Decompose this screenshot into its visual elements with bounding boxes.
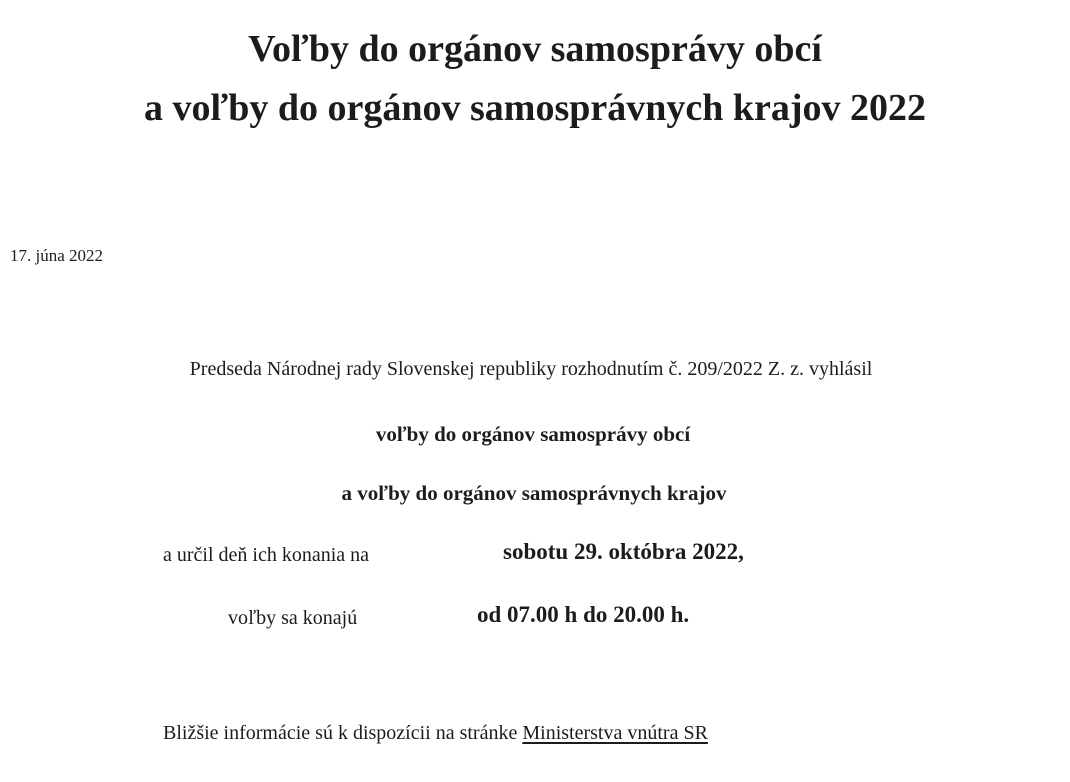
election-day-label: a určil deň ich konania na: [163, 544, 370, 566]
more-info-paragraph: [163, 718, 708, 748]
announcement-text: Predseda Národnej rady Slovenskej republiky rozhodnutím č. 209/2022 Z. z. vyhlásil: [189, 358, 873, 380]
page-title-line-1: Voľby do orgánov samosprávy obcí: [248, 28, 822, 70]
election-day-value: sobotu 29. októbra 2022,: [503, 539, 744, 564]
hours-label: voľby sa konajú: [228, 607, 358, 629]
page-title-line-2: a voľby do orgánov samosprávnych krajov 2022: [143, 87, 927, 129]
publication-date: 17. júna 2022: [10, 246, 104, 265]
hours-value: od 07.00 h do 20.00 h.: [477, 602, 690, 627]
ministry-link[interactable]: Ministerstva vnútra SR: [522, 722, 708, 744]
subject-line-2: a voľby do orgánov samosprávnych krajov: [341, 481, 727, 505]
subject-line-1: voľby do orgánov samosprávy obcí: [375, 422, 691, 446]
more-info-text: Bližšie informácie sú k dispozícii na stránke: [163, 722, 518, 744]
